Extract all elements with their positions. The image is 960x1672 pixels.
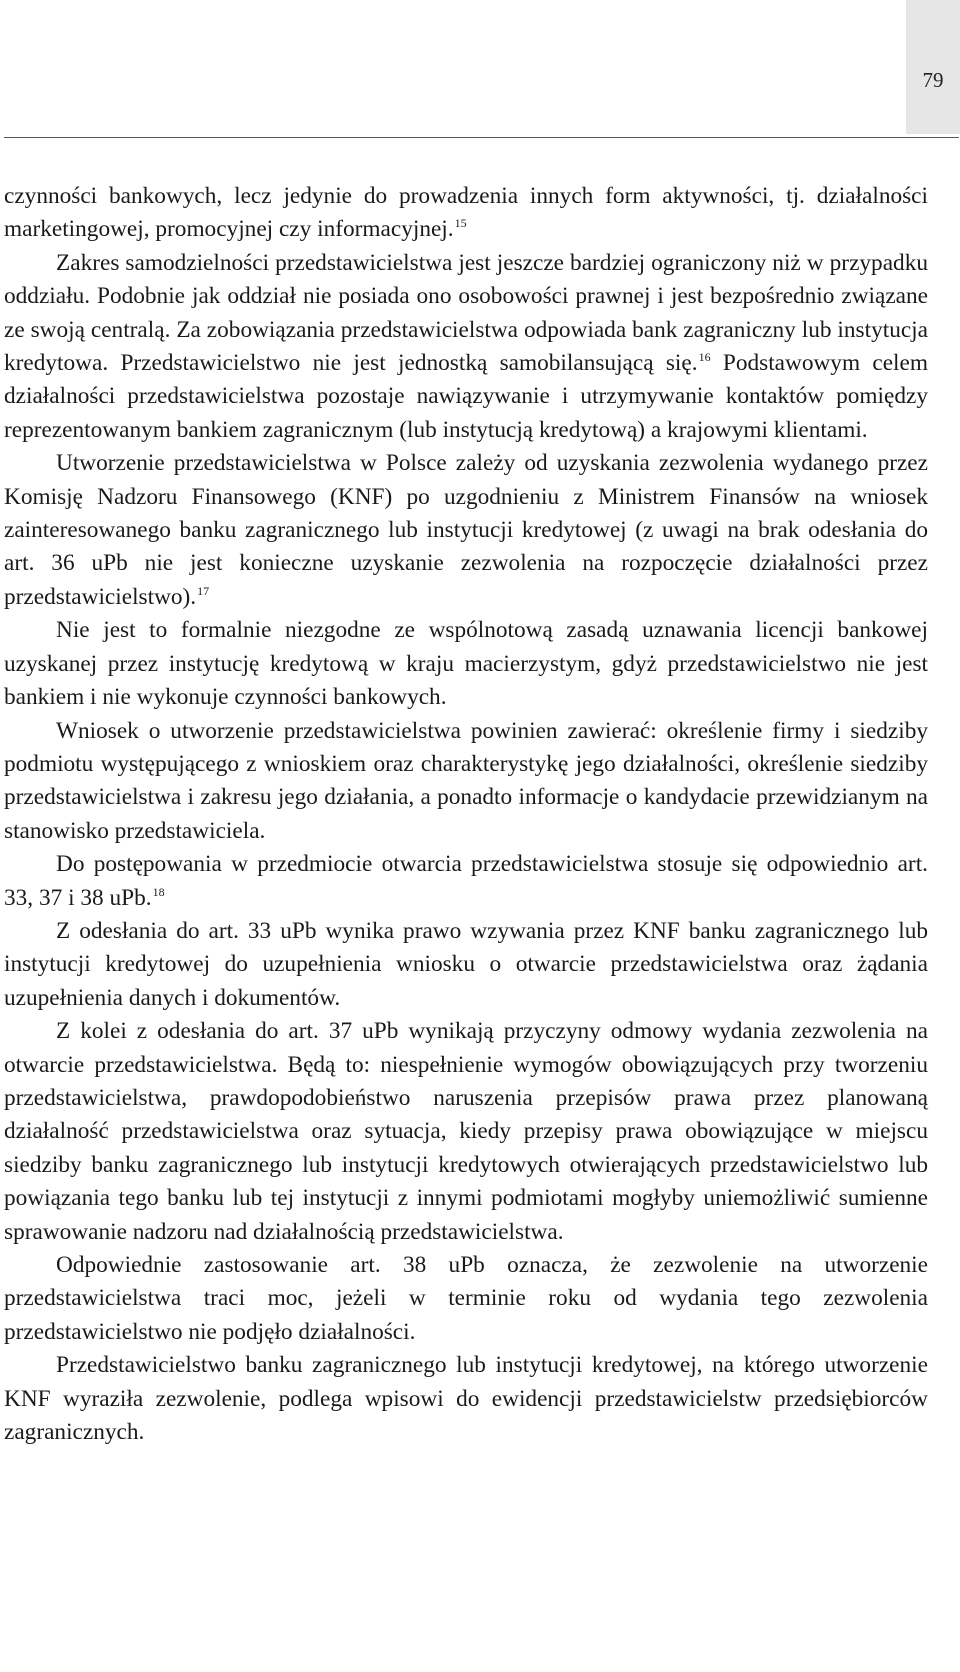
footnote-marker: 18: [152, 884, 165, 899]
paragraph-text: Przedstawicielstwo banku zagranicznego lub instytucji kredytowej, na którego utworzenie KNF wyraziła zezwolenie, podlega wpisowi do ewidencji przedstawicielstw przedsiębiorców zagranicznych.: [4, 1352, 928, 1446]
paragraph-text: Z kolei z odesłania do art. 37 uPb wynikają przyczyny odmowy wydania zezwolenia na otwarcie przedstawicielstwa. Będą to: niespełnienie wymogów obowiązujących przy tworzeniu przedstawicielstwa, prawdopodobieństwo naruszenia przepisów prawa przez planowaną działalność przedstawicielstwa oraz sytuacja, kiedy przepisy prawa obowiązujące w miejscu siedziby banku zagranicznego lub instytucji kredytowych otwierających przedstawicielstwo lub powiązania tego banku lub tej instytucji z innymi podmiotami mogłyby uniemożliwić sumienne sprawowanie nadzoru nad działalnością przedstawicielstwa.: [4, 1018, 928, 1245]
paragraph: [4, 614, 928, 714]
footnote-marker: 16: [698, 350, 711, 365]
paragraph-text: Zakres samodzielności przedstawicielstwa jest jeszcze bardziej ograniczony niż w przypadku oddziału. Podobnie jak oddział nie posiada ono osobowości prawnej i jest bezpośrednio związane ze swoją centralą. Za zobowiązania przedstawicielstwa odpowiada bank zagraniczny lub instytucja kredytowa. Przedstawicielstwo nie jest jednostką samobilansującą się.: [4, 249, 928, 377]
paragraph: [4, 180, 928, 247]
paragraph-text: Wniosek o utworzenie przedstawicielstwa powinien zawierać: określenie firmy i siedziby podmiotu występującego z wnioskiem oraz charakterystykę jego działalności, określenie siedziby przedstawicielstwa i zakresu jego działania, a ponadto informacje o kandydacie przewidzianym na stanowisko przedstawiciela.: [4, 717, 928, 844]
footnote-marker: 15: [454, 216, 467, 231]
paragraph-text: Do postępowania w przedmiocie otwarcia przedstawicielstwa stosuje się odpowiednio art. 33, 37 i 38 uPb.: [4, 851, 928, 911]
footnote-marker: 17: [197, 583, 210, 598]
paragraph: [4, 1015, 928, 1249]
paragraph-text: Podstawowym celem działalności przedstawicielstwa pozostaje nawiązywanie i utrzymywanie kontaktów pomiędzy reprezentowanym bankiem zagranicznym (lub instytucją kredytową) a krajowymi klientami.: [4, 350, 928, 443]
paragraph-text: Odpowiednie zastosowanie art. 38 uPb oznacza, że zezwolenie na utworzenie przedstawicielstwa traci moc, jeżeli w terminie roku od wydania tego zezwolenia przedstawicielstwo nie podjęło działalności.: [4, 1252, 928, 1345]
paragraph: [4, 848, 928, 915]
paragraph-text: Nie jest to formalnie niezgodne ze wspólnotową zasadą uznawania licencji bankowej uzyskanej przez instytucję kredytową w kraju macierzystym, gdyż przedstawicielstwo nie jest bankiem i nie wykonuje czynności bankowych.: [4, 617, 928, 711]
paragraph: [4, 915, 928, 1015]
body-text: [4, 180, 928, 1449]
paragraph: [4, 715, 928, 849]
paragraph-text: Z odesłania do art. 33 uPb wynika prawo wzywania przez KNF banku zagranicznego lub instytucji kredytowej do uzupełnienia wniosku o otwarcie przedstawicielstwa oraz żądania uzupełnienia danych i dokumentów.: [4, 917, 928, 1011]
paragraph-text: Utworzenie przedstawicielstwa w Polsce zależy od uzyskania zezwolenia wydanego przez Komisję Nadzoru Finansowego (KNF) po uzgodnieniu z Ministrem Finansów na wniosek zainteresowanego banku zagranicznego lub instytucji kredytowej (z uwagi na brak odesłania do art. 36 uPb nie jest konieczne uzyskanie zezwolenia na rozpoczęcie działalności przez przedstawicielstwo).: [4, 450, 928, 610]
paragraph: [4, 1249, 928, 1349]
paragraph: [4, 447, 928, 614]
page-number: 79: [922, 68, 944, 92]
page-number-tab: [906, 0, 960, 134]
paragraph: [4, 247, 928, 447]
header-rule: [4, 137, 959, 138]
paragraph-text: czynności bankowych, lecz jedynie do prowadzenia innych form aktywności, tj. działalności marketingowej, promocyjnej czy informacyjnej.: [4, 183, 928, 243]
paragraph: [4, 1349, 928, 1449]
